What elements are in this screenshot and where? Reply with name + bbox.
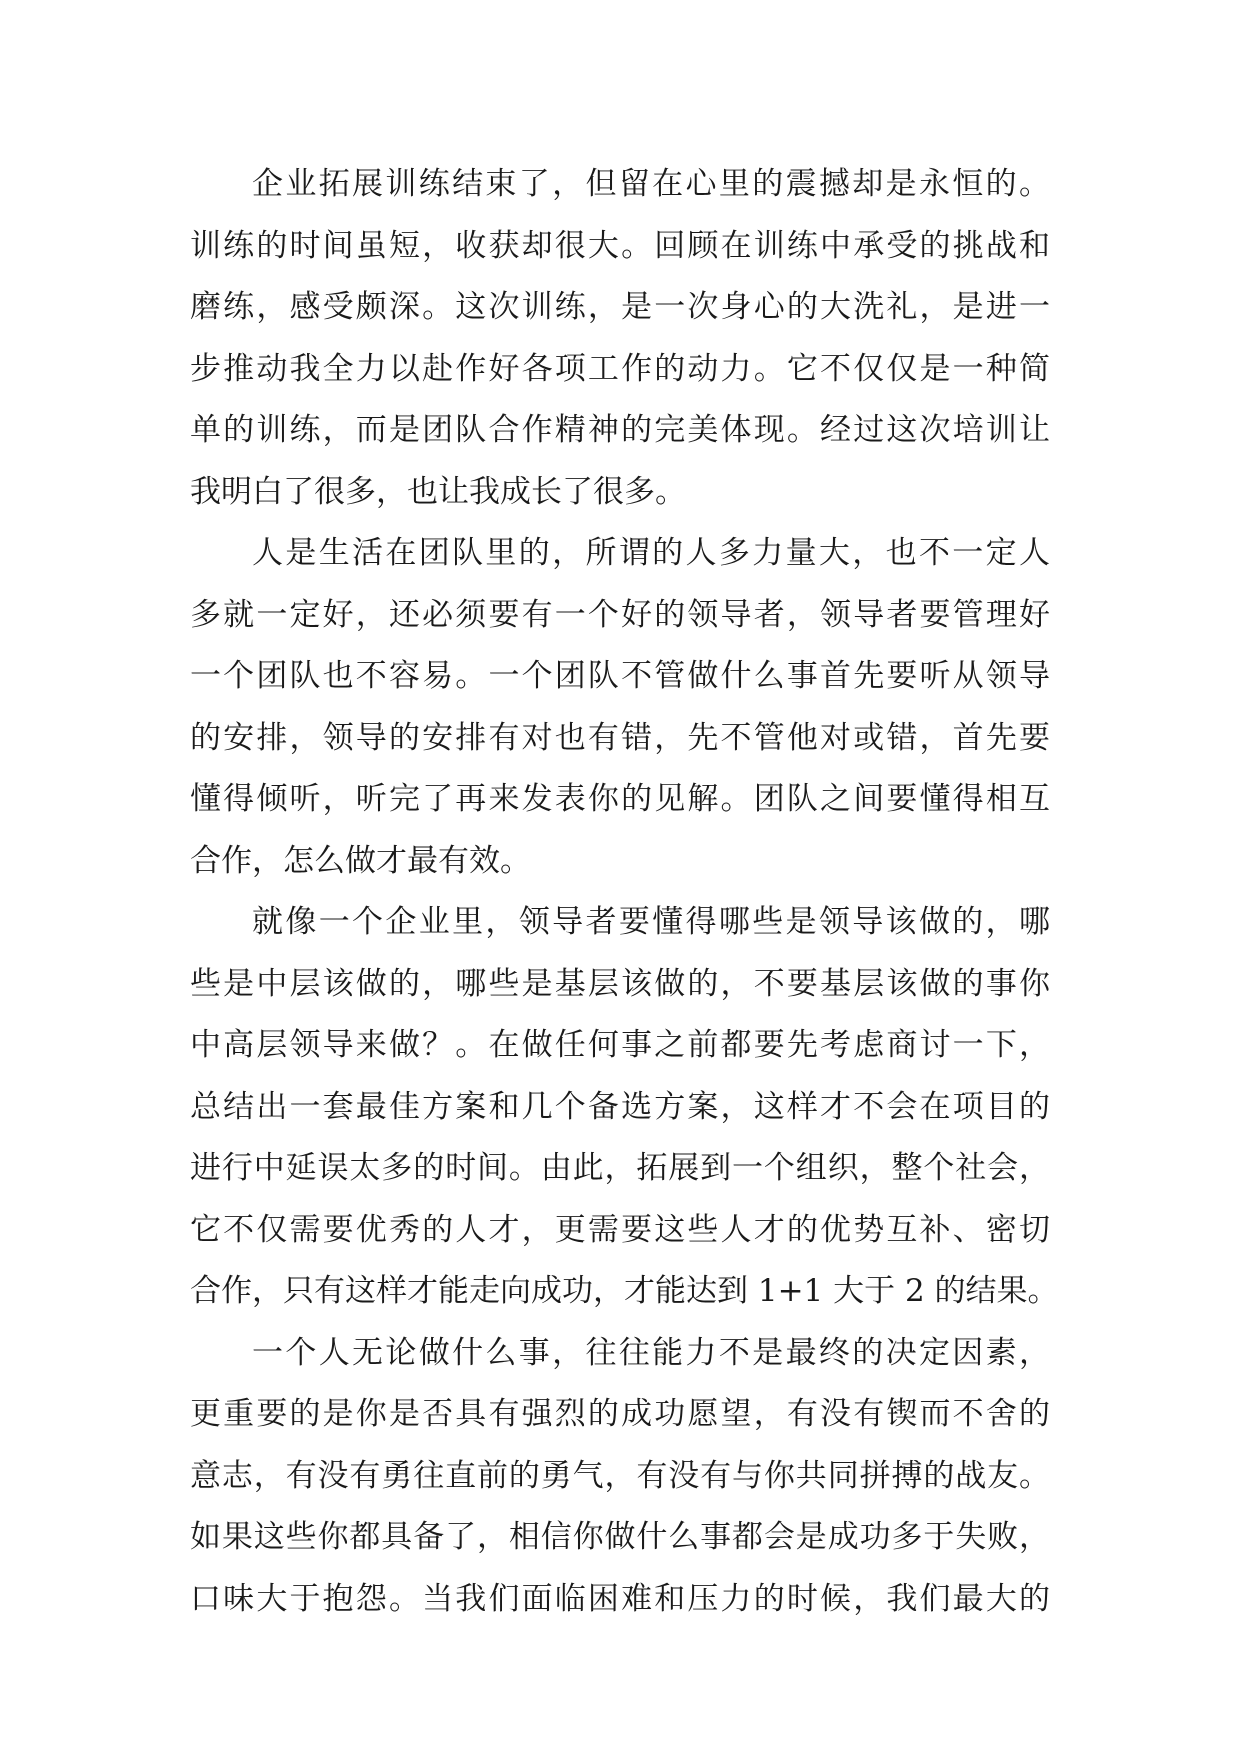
paragraph — [190, 523, 1050, 892]
text-line: 如果这些你都具备了，相信你做什么事都会是成功多于失败， — [190, 1519, 1050, 1555]
text-line: 一个人无论做什么事，往往能力不是最终的决定因素， — [252, 1334, 1050, 1371]
text-line: 更重要的是你是否具有强烈的成功愿望，有没有锲而不舍的 — [190, 1396, 1050, 1432]
text-line: 进行中延误太多的时间。由此，拓展到一个组织，整个社会， — [190, 1150, 1050, 1186]
text-line: 步推动我全力以赴作好各项工作的动力。它不仅仅是一种简 — [190, 350, 1050, 387]
text-line: 总结出一套最佳方案和几个备选方案，这样才不会在项目的 — [190, 1088, 1050, 1125]
text-line: 单的训练，而是团队合作精神的完美体现。经过这次培训让 — [190, 412, 1050, 448]
paragraph — [190, 892, 1059, 1323]
paragraph — [190, 1323, 1050, 1631]
document-body — [190, 154, 1059, 1630]
text-line: 我明白了很多，也让我成长了很多。 — [190, 473, 686, 510]
text-line: 合作，只有这样才能走向成功，才能达到 1+1 大于 2 的结果。 — [190, 1273, 1059, 1309]
text-line: 些是中层该做的，哪些是基层该做的，不要基层该做的事你 — [190, 965, 1050, 1002]
text-line: 人是生活在团队里的，所谓的人多力量大，也不一定人 — [252, 535, 1050, 571]
text-line: 一个团队也不容易。一个团队不管做什么事首先要听从领导 — [190, 658, 1050, 694]
text-line: 懂得倾听，听完了再来发表你的见解。团队之间要懂得相互 — [190, 781, 1050, 817]
text-line: 就像一个企业里，领导者要懂得哪些是领导该做的，哪 — [252, 904, 1050, 940]
text-line: 训练的时间虽短，收获却很大。回顾在训练中承受的挑战和 — [190, 227, 1050, 264]
text-line: 磨练，感受颇深。这次训练，是一次身心的大洗礼，是进一 — [190, 289, 1050, 325]
text-line: 中高层领导来做？。在做任何事之前都要先考虑商讨一下， — [190, 1027, 1050, 1063]
text-line: 意志，有没有勇往直前的勇气，有没有与你共同拼搏的战友。 — [190, 1457, 1050, 1494]
paragraph — [190, 154, 1050, 523]
text-line: 多就一定好，还必须要有一个好的领导者，领导者要管理好 — [190, 596, 1050, 633]
text-line: 合作，怎么做才最有效。 — [190, 842, 531, 879]
text-line: 的安排，领导的安排有对也有错，先不管他对或错，首先要 — [190, 719, 1050, 756]
text-line: 口味大于抱怨。当我们面临困难和压力的时候，我们最大的 — [190, 1580, 1050, 1617]
text-line: 企业拓展训练结束了，但留在心里的震撼却是永恒的。 — [252, 166, 1050, 202]
text-line: 它不仅需要优秀的人才，更需要这些人才的优势互补、密切 — [190, 1211, 1050, 1248]
